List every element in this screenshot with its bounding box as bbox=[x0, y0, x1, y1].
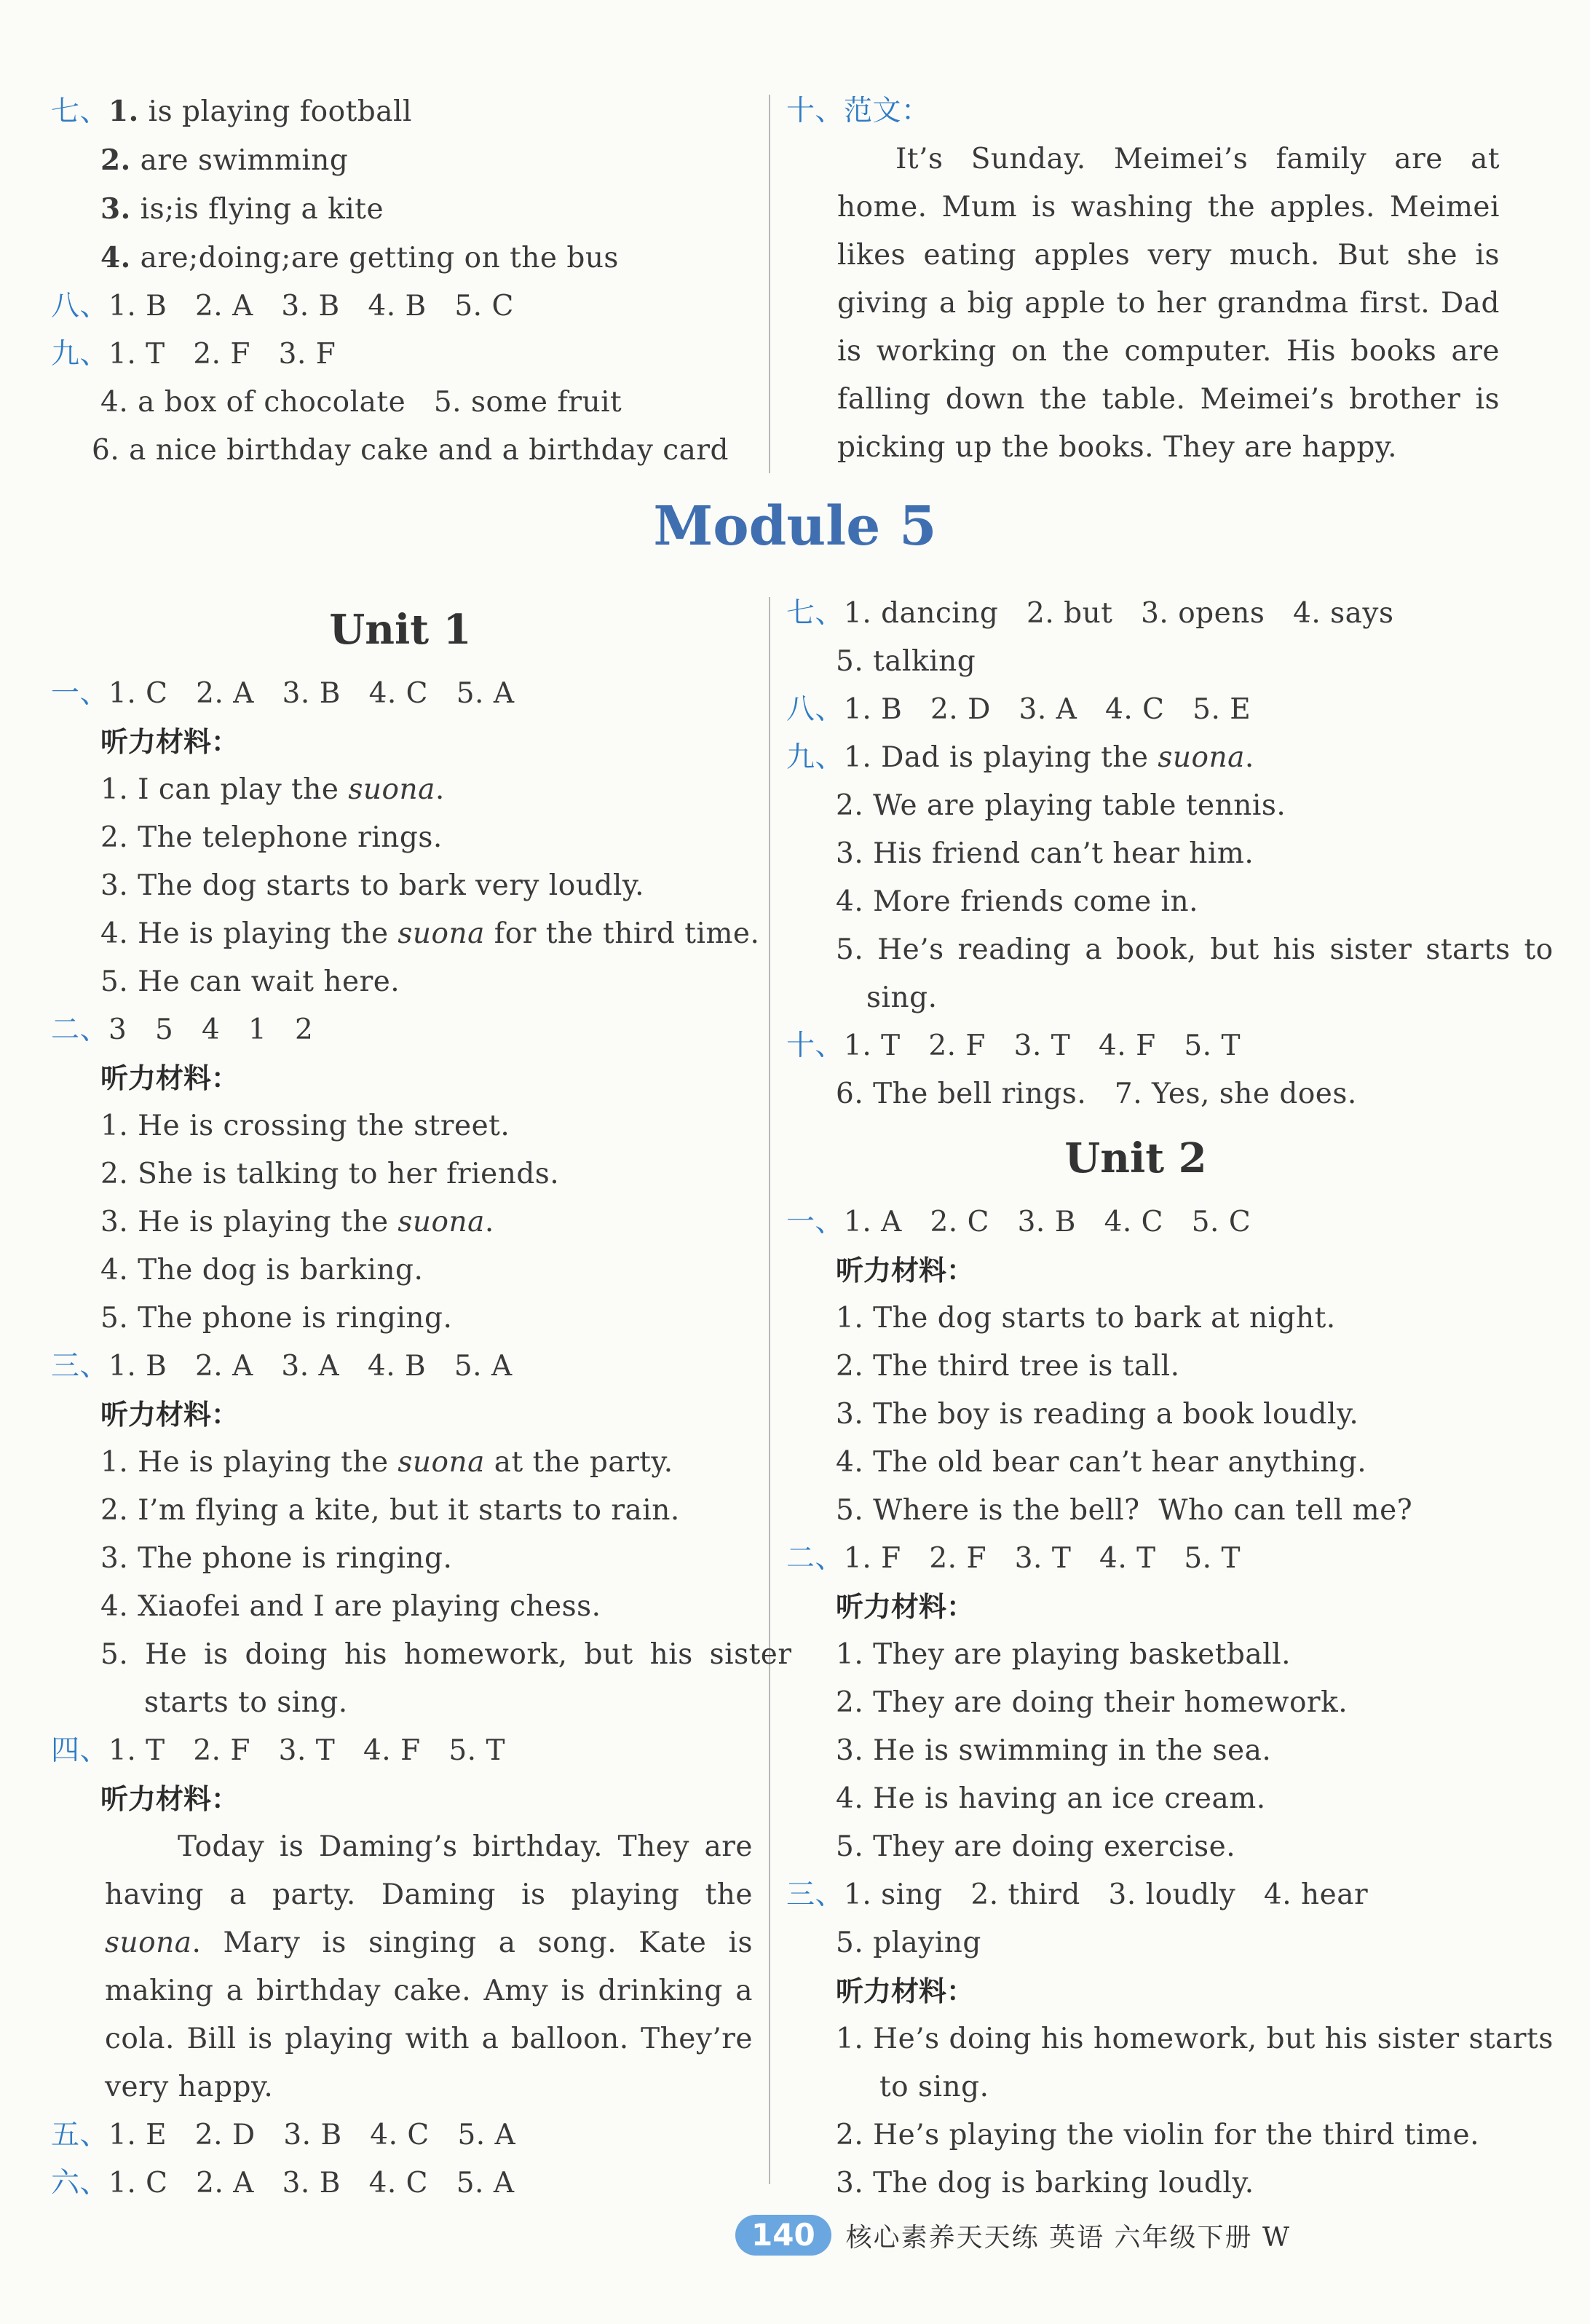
answer-line: 3. His friend can’t hear him. bbox=[836, 837, 1254, 870]
listening-line: 2. The telephone rings. bbox=[100, 821, 443, 854]
page-number: 140 bbox=[735, 2215, 831, 2256]
listening-line: 4. He is playing the suona for the third time. bbox=[100, 917, 760, 950]
listening-line: 3. He is swimming in the sea. bbox=[836, 1734, 1272, 1767]
answer-line: 2. are swimming bbox=[100, 143, 349, 177]
top-left-answers bbox=[51, 87, 750, 475]
essay-text: It’s Sunday. Meimei’s family are at home. Mum is washing the apples. Meimei likes eating apples very much. But she is giving a big apple to her grandma first. Dad is working on the computer. His books are falling down the table. Meimei’s brother is picking up the books. They are happy. bbox=[837, 143, 1500, 464]
listening-line: 1. The dog starts to bark at night. bbox=[836, 1302, 1336, 1335]
answer-line: 七、1. is playing football bbox=[51, 95, 412, 128]
listening-line: 3. The dog starts to bark very loudly. bbox=[100, 869, 645, 902]
listening-line: 3. He is playing the suona. bbox=[100, 1206, 494, 1238]
listening-line: 1. He is playing the suona at the party. bbox=[100, 1446, 673, 1479]
listening-label: 听力材料： bbox=[100, 1062, 240, 1094]
listening-label: 听力材料： bbox=[836, 1975, 975, 2007]
book-title: 核心素养天天练 英语 六年级下册 W bbox=[845, 2222, 1292, 2253]
listening-line: 4. He is having an ice cream. bbox=[836, 1782, 1266, 1815]
section-answers: 二、1. F 2. F 3. T 4. T 5. T bbox=[786, 1542, 1241, 1575]
listening-line: 2. They are doing their homework. bbox=[836, 1686, 1348, 1719]
module-title: Module 5 bbox=[653, 495, 937, 558]
listening-line: 4. The dog is barking. bbox=[100, 1254, 424, 1286]
listening-line: 2. He’s playing the violin for the third time. bbox=[836, 2119, 1479, 2151]
section-answers: 十、1. T 2. F 3. T 4. F 5. T bbox=[786, 1029, 1241, 1062]
listening-line: 1. He’s doing his homework, but his sister starts bbox=[836, 2023, 1554, 2055]
top-right-essay bbox=[786, 87, 1500, 472]
unit1-unit2-right bbox=[786, 590, 1554, 2208]
listening-line: 1. They are playing basketball. bbox=[836, 1638, 1291, 1671]
listening-line: 3. The phone is ringing. bbox=[100, 1542, 453, 1575]
listening-line: starts to sing. bbox=[144, 1686, 348, 1719]
answer-line: 5. playing bbox=[836, 1926, 981, 1959]
section-answers: 八、1. B 2. D 3. A 4. C 5. E bbox=[786, 693, 1251, 726]
section-answers: 九、1. Dad is playing the suona. bbox=[786, 741, 1254, 774]
answer-line: 5. He’s reading a book, but his sister starts to bbox=[836, 933, 1554, 966]
listening-line: 5. They are doing exercise. bbox=[836, 1830, 1236, 1863]
listening-line: 2. She is talking to her friends. bbox=[100, 1158, 560, 1190]
answer-line: 4. a box of chocolate 5. some fruit bbox=[100, 386, 622, 419]
section-answers: 二、3 5 4 1 2 bbox=[51, 1013, 314, 1046]
listening-line: 5. He can wait here. bbox=[100, 965, 400, 998]
section-answers: 七、1. dancing 2. but 3. opens 4. says bbox=[786, 597, 1394, 630]
column-divider-top bbox=[769, 95, 770, 473]
section-answers: 三、1. B 2. A 3. A 4. B 5. A bbox=[51, 1350, 513, 1383]
listening-line: 2. I’m flying a kite, but it starts to rain. bbox=[100, 1494, 680, 1527]
section-answers: 一、1. C 2. A 3. B 4. C 5. A bbox=[51, 677, 515, 710]
section-answers: 六、1. C 2. A 3. B 4. C 5. A bbox=[51, 2167, 515, 2200]
listening-label: 听力材料： bbox=[836, 1591, 975, 1623]
answer-line: 九、1. T 2. F 3. F bbox=[51, 338, 336, 371]
listening-label: 听力材料： bbox=[100, 1399, 240, 1431]
essay-heading: 十、范文： bbox=[786, 95, 930, 127]
answer-line: 6. The bell rings. 7. Yes, she does. bbox=[836, 1078, 1357, 1110]
listening-line: 5. The phone is ringing. bbox=[100, 1302, 453, 1335]
listening-line: 1. He is crossing the street. bbox=[100, 1110, 510, 1142]
unit-title: Unit 1 bbox=[329, 606, 472, 654]
answer-line: 3. is;is flying a kite bbox=[100, 192, 384, 226]
unit1-left bbox=[51, 590, 792, 2208]
listening-label: 听力材料： bbox=[836, 1254, 975, 1286]
listening-line: 3. The boy is reading a book loudly. bbox=[836, 1398, 1359, 1431]
page-footer bbox=[735, 2213, 1291, 2257]
listening-line: 4. The old bear can’t hear anything. bbox=[836, 1446, 1367, 1479]
answer-line: 6. a nice birthday cake and a birthday card bbox=[92, 434, 729, 467]
section-answers: 一、1. A 2. C 3. B 4. C 5. C bbox=[786, 1206, 1251, 1238]
listening-paragraph: Today is Daming’s birthday. They are having a party. Daming is playing the suona. Mary is singing a song. Kate is making a birthday cake. Amy is drinking a cola. Bill is playing with a balloon. They’re very happy. bbox=[105, 1830, 753, 2103]
section-answers: 四、1. T 2. F 3. T 4. F 5. T bbox=[51, 1734, 505, 1767]
answer-line: sing. bbox=[866, 981, 938, 1014]
listening-line: 5. He is doing his homework, but his sister bbox=[100, 1638, 792, 1671]
listening-line: 2. The third tree is tall. bbox=[836, 1350, 1180, 1383]
section-answers: 五、1. E 2. D 3. B 4. C 5. A bbox=[51, 2119, 516, 2151]
listening-line: 5. Where is the bell? Who can tell me? bbox=[836, 1494, 1413, 1527]
listening-line: 1. I can play the suona. bbox=[100, 773, 445, 806]
listening-line: 4. Xiaofei and I are playing chess. bbox=[100, 1590, 601, 1623]
listening-label: 听力材料： bbox=[100, 726, 240, 758]
listening-line: to sing. bbox=[879, 2071, 989, 2103]
column-divider-bottom bbox=[769, 597, 770, 2184]
unit-title: Unit 2 bbox=[1064, 1134, 1207, 1182]
answer-line: 2. We are playing table tennis. bbox=[836, 789, 1286, 822]
answer-line: 4. More friends come in. bbox=[836, 885, 1199, 918]
section-answers: 三、1. sing 2. third 3. loudly 4. hear bbox=[786, 1878, 1369, 1911]
listening-line: 3. The dog is barking loudly. bbox=[836, 2167, 1254, 2200]
answer-line: 4. are;doing;are getting on the bus bbox=[100, 241, 619, 274]
listening-label: 听力材料： bbox=[100, 1783, 240, 1815]
answer-line: 5. talking bbox=[836, 645, 976, 678]
answer-line: 八、1. B 2. A 3. B 4. B 5. C bbox=[51, 290, 514, 323]
